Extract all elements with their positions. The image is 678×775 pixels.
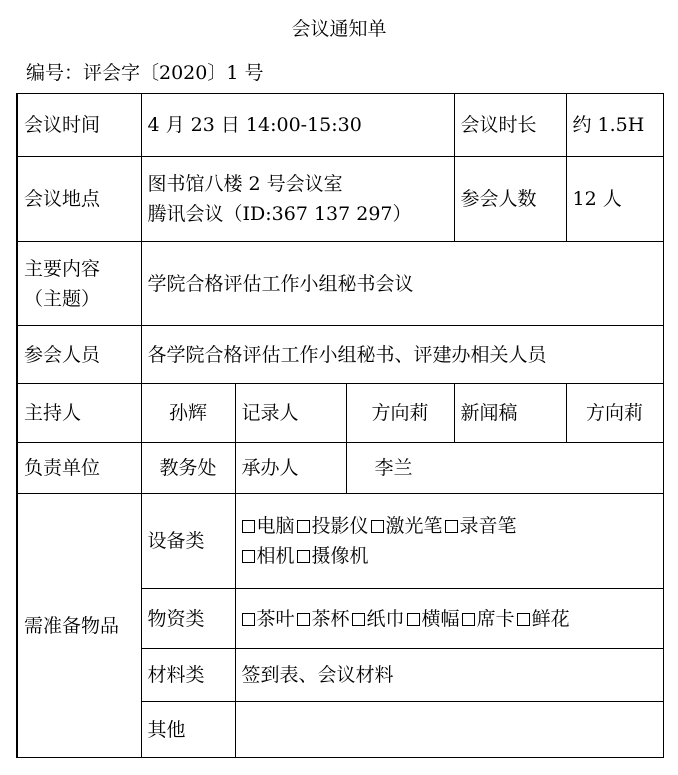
supplies-option[interactable]	[297, 604, 350, 634]
document-number: 编号：评会字〔2020〕1 号	[26, 62, 264, 84]
meeting-place-label: 会议地点	[17, 157, 141, 242]
recorder-name: 方向莉	[346, 384, 454, 443]
option-label: 录音笔	[459, 515, 517, 537]
checkbox-icon	[242, 613, 255, 626]
option-label: 茶杯	[311, 607, 350, 630]
checkbox-icon	[445, 520, 458, 533]
news-label: 新闻稿	[454, 384, 566, 443]
supplies-label: 物资类	[141, 589, 235, 649]
main-content-value: 学院合格评估工作小组秘书会议	[141, 242, 663, 326]
supplies-option[interactable]	[407, 604, 460, 634]
news-name: 方向莉	[566, 384, 663, 443]
meeting-time-label: 会议时间	[17, 94, 141, 157]
host-name: 孙辉	[141, 384, 235, 443]
equipment-option[interactable]	[445, 511, 517, 541]
materials-label: 材料类	[141, 649, 235, 702]
items-label: 需准备物品	[17, 494, 141, 758]
equipment-option[interactable]	[242, 511, 295, 541]
checkbox-icon	[462, 613, 475, 626]
checkbox-icon	[371, 520, 384, 533]
checkbox-icon	[242, 550, 255, 563]
equipment-option[interactable]	[242, 541, 295, 571]
attendees-label: 参会人员	[17, 326, 141, 384]
main-content-label-line-2: （主题）	[24, 287, 101, 310]
supplies-option[interactable]	[242, 604, 295, 634]
supplies-option[interactable]	[352, 604, 405, 634]
option-label: 横幅	[421, 607, 460, 630]
handler-label: 承办人	[235, 443, 346, 494]
main-content-label	[17, 242, 141, 326]
page-title: 会议通知单	[291, 18, 387, 40]
option-label: 电脑	[256, 515, 295, 537]
meeting-place-line-2: 腾讯会议（ID:367 137 297）	[147, 203, 412, 225]
checkbox-icon	[352, 613, 365, 626]
equipment-label: 设备类	[141, 494, 235, 589]
checkbox-icon	[407, 613, 420, 626]
attendee-count-label: 参会人数	[454, 157, 566, 242]
other-value[interactable]	[235, 702, 663, 758]
meeting-time-value: 4 月 23 日 14:00-15:30	[141, 94, 454, 157]
option-label: 相机	[256, 545, 295, 567]
supplies-option[interactable]	[517, 604, 570, 634]
meeting-duration-label: 会议时长	[454, 94, 566, 157]
equipment-options-line-1	[242, 511, 657, 541]
option-label: 茶叶	[256, 607, 295, 630]
option-label: 鲜花	[531, 607, 570, 630]
meeting-duration-value: 约 1.5H	[566, 94, 663, 157]
host-label: 主持人	[17, 384, 141, 443]
other-label: 其他	[141, 702, 235, 758]
option-label: 投影仪	[311, 515, 369, 537]
option-label: 纸巾	[366, 607, 405, 630]
supplies-option[interactable]	[462, 604, 515, 634]
equipment-options-line-2	[242, 541, 657, 571]
checkbox-icon	[297, 613, 310, 626]
equipment-options	[235, 494, 663, 589]
responsible-unit-label: 负责单位	[17, 443, 141, 494]
responsible-unit-name: 教务处	[141, 443, 235, 494]
meeting-place-value	[141, 157, 454, 242]
attendee-count-value: 12 人	[566, 157, 663, 242]
main-content-label-line-1: 主要内容	[24, 257, 101, 280]
supplies-options	[235, 589, 663, 649]
option-label: 激光笔	[385, 515, 443, 537]
attendees-value: 各学院合格评估工作小组秘书、评建办相关人员	[141, 326, 663, 384]
equipment-option[interactable]	[371, 511, 443, 541]
handler-name: 李兰	[346, 443, 663, 494]
recorder-label: 记录人	[235, 384, 346, 443]
meeting-place-line-1: 图书馆八楼 2 号会议室	[147, 173, 343, 195]
meeting-notice-form	[16, 93, 664, 758]
checkbox-icon	[242, 520, 255, 533]
option-label: 席卡	[476, 607, 515, 630]
checkbox-icon	[517, 613, 530, 626]
checkbox-icon	[297, 550, 310, 563]
checkbox-icon	[297, 520, 310, 533]
materials-value: 签到表、会议材料	[235, 649, 663, 702]
equipment-option[interactable]	[297, 511, 369, 541]
option-label: 摄像机	[311, 545, 369, 567]
equipment-option[interactable]	[297, 541, 369, 571]
